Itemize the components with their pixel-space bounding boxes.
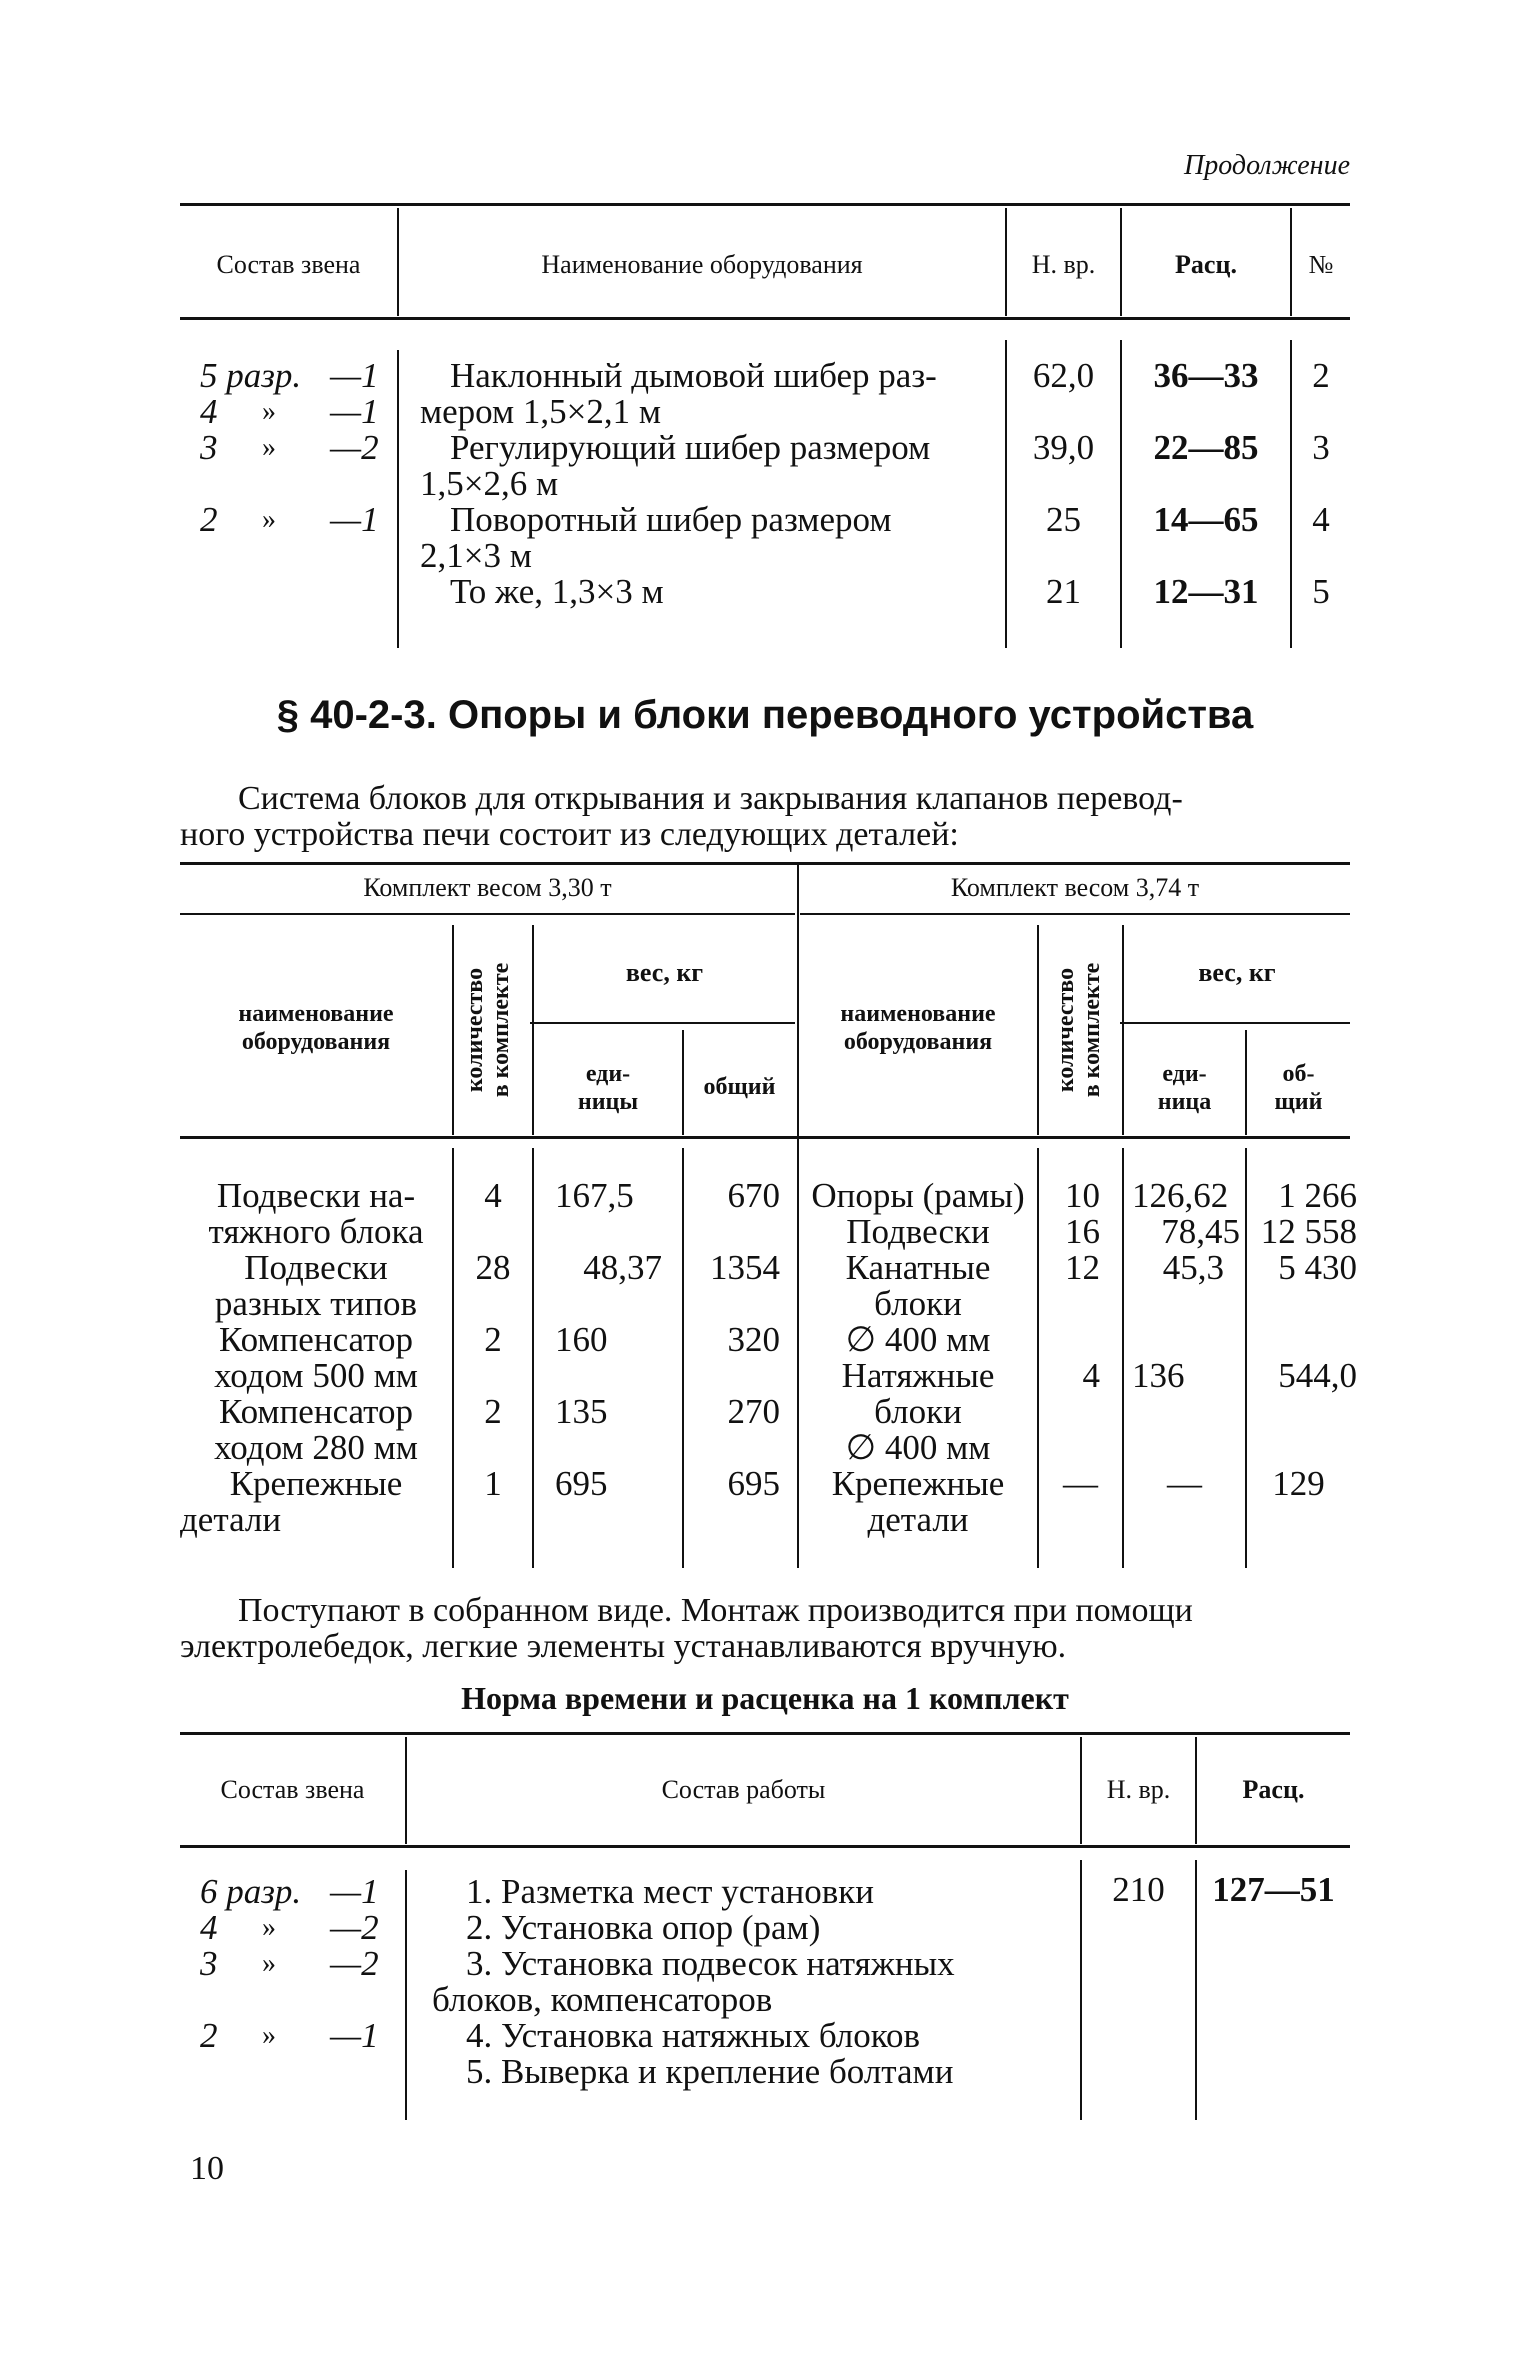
col-name-left: наименование оборудования	[238, 1001, 394, 1055]
price-value: 22—85	[1153, 428, 1259, 467]
crew-count: —2	[330, 1908, 379, 1947]
item-name: ходом 500 мм	[214, 1356, 418, 1395]
item-total-weight: 544,0	[1278, 1356, 1357, 1395]
crew-count: —1	[330, 500, 379, 539]
item-unit-weight: 78,45	[1161, 1212, 1240, 1251]
item-total-weight: 270	[727, 1392, 780, 1431]
equipment-name: То же, 1,3×3 м	[450, 572, 664, 611]
item-name: Опоры (рамы)	[811, 1176, 1025, 1215]
price-value: 127—51	[1212, 1870, 1335, 1909]
crew-grade: 4	[200, 1908, 218, 1947]
item-unit-weight: 45,3	[1162, 1248, 1224, 1287]
ditto-mark: »	[262, 396, 276, 427]
equipment-name: 2,1×3 м	[420, 536, 532, 575]
row-number: 5	[1312, 572, 1330, 611]
price-value: 36—33	[1153, 356, 1259, 395]
item-qty: 12	[1065, 1248, 1100, 1287]
item-name: блоки	[874, 1392, 962, 1431]
crew-grade: 2	[200, 500, 218, 539]
item-name: ∅ 400 мм	[845, 1320, 991, 1359]
item-name: Крепежные	[831, 1464, 1005, 1503]
col-unit-left: еди- ницы	[577, 1061, 639, 1115]
intro-text: Система блоков для открывания и закрывания клапанов перевод-	[238, 780, 1183, 817]
group-left: Комплект весом 3,30 т	[363, 873, 612, 902]
crew-count: —2	[330, 1944, 379, 1983]
intro-text: ного устройства печи состоит из следующих деталей:	[180, 816, 959, 853]
work-step: блоков, компенсаторов	[432, 1980, 773, 2019]
item-qty: 10	[1065, 1176, 1100, 1215]
norm-value: 210	[1112, 1870, 1165, 1909]
item-name: разных типов	[214, 1284, 418, 1323]
crew-count: —2	[330, 428, 379, 467]
equipment-name: Регулирующий шибер размером	[450, 428, 931, 467]
col-weight-left: вес, кг	[625, 958, 704, 987]
crew-count: —1	[330, 392, 379, 431]
header-equipment: Наименование оборудования	[541, 250, 863, 279]
item-qty: 1	[484, 1464, 502, 1503]
work-step: 3. Установка подвесок натяжных	[466, 1944, 955, 1983]
equipment-name: мером 1,5×2,1 м	[420, 392, 662, 431]
header-work: Состав работы	[661, 1775, 826, 1804]
work-step: 1. Разметка мест установки	[466, 1872, 874, 1911]
work-step: 4. Установка натяжных блоков	[466, 2016, 921, 2055]
crew-grade: 5 разр.	[200, 356, 302, 395]
item-qty: 2	[484, 1392, 502, 1431]
item-qty: 4	[1082, 1356, 1100, 1395]
norm-value: 39,0	[1032, 428, 1095, 467]
item-name: Подвески	[244, 1248, 388, 1287]
after-text: электролебедок, легкие элементы устанавливаются вручную.	[180, 1628, 1067, 1665]
ditto-mark: »	[262, 1948, 276, 1979]
crew-count: —1	[330, 2016, 379, 2055]
item-unit-weight: 48,37	[583, 1248, 662, 1287]
page-number: 10	[190, 2150, 224, 2187]
norm-value: 25	[1046, 500, 1081, 539]
item-unit-weight: 695	[555, 1464, 608, 1503]
col-weight-right: вес, кг	[1198, 958, 1276, 987]
col-total-right: об- щий	[1274, 1061, 1323, 1115]
row-number: 3	[1312, 428, 1330, 467]
item-name: Компенсатор	[218, 1320, 413, 1359]
item-qty: 16	[1065, 1212, 1100, 1251]
crew-count: —1	[330, 356, 379, 395]
item-qty: —	[1063, 1464, 1098, 1503]
equipment-name: Поворотный шибер размером	[450, 500, 892, 539]
header-number: №	[1308, 250, 1334, 279]
header-norm: Н. вр.	[1106, 1775, 1171, 1804]
item-total-weight: 695	[727, 1464, 780, 1503]
item-unit-weight: 136	[1132, 1356, 1185, 1395]
work-step: 5. Выверка и крепление болтами	[466, 2052, 954, 2091]
item-total-weight: 5 430	[1278, 1248, 1357, 1287]
header-crew: Состав звена	[220, 1775, 365, 1804]
item-name: Натяжные	[841, 1356, 995, 1395]
item-unit-weight: 135	[555, 1392, 608, 1431]
item-name: Подвески	[846, 1212, 990, 1251]
item-total-weight: 129	[1272, 1464, 1325, 1503]
item-name: тяжного блока	[208, 1212, 424, 1251]
ditto-mark: »	[262, 1912, 276, 1943]
equipment-name: Наклонный дымовой шибер раз-	[450, 356, 937, 395]
item-total-weight: 1 266	[1278, 1176, 1357, 1215]
running-head: Продолжение	[1184, 150, 1350, 181]
col-unit-right: еди- ница	[1157, 1061, 1212, 1115]
header-price: Расц.	[1242, 1775, 1305, 1804]
item-total-weight: 320	[727, 1320, 780, 1359]
item-total-weight: 12 558	[1260, 1212, 1357, 1251]
item-name: Подвески на-	[216, 1176, 416, 1215]
section-title: § 40-2-3. Опоры и блоки переводного устройства	[276, 693, 1254, 737]
item-name: детали	[180, 1500, 282, 1539]
norm-title: Норма времени и расценка на 1 комплект	[461, 1680, 1069, 1716]
crew-grade: 2	[200, 2016, 218, 2055]
price-value: 12—31	[1153, 572, 1259, 611]
crew-grade: 6 разр.	[200, 1872, 302, 1911]
ditto-mark: »	[262, 2020, 276, 2051]
col-qty-right: количество в комплекте	[1053, 962, 1105, 1098]
norm-value: 21	[1046, 572, 1081, 611]
work-step: 2. Установка опор (рам)	[466, 1908, 821, 1947]
item-unit-weight: —	[1167, 1464, 1202, 1503]
price-value: 14—65	[1153, 500, 1259, 539]
header-norm: Н. вр.	[1031, 250, 1096, 279]
item-name: Канатные	[845, 1248, 991, 1287]
ditto-mark: »	[262, 432, 276, 463]
item-qty: 28	[475, 1248, 511, 1287]
item-name: детали	[867, 1500, 969, 1539]
item-name: блоки	[874, 1284, 962, 1323]
item-name: ходом 280 мм	[214, 1428, 418, 1467]
ditto-mark: »	[262, 504, 276, 535]
col-qty-left: количество в комплекте	[462, 962, 514, 1098]
col-total-left: общий	[703, 1074, 776, 1100]
crew-grade: 3	[200, 428, 218, 467]
item-unit-weight: 126,62	[1132, 1176, 1229, 1215]
norm-value: 62,0	[1032, 356, 1095, 395]
crew-grade: 4	[200, 392, 218, 431]
item-total-weight: 1354	[710, 1248, 780, 1287]
row-number: 2	[1312, 356, 1330, 395]
item-qty: 2	[484, 1320, 502, 1359]
item-qty: 4	[484, 1176, 502, 1215]
header-price: Расц.	[1175, 250, 1237, 279]
crew-grade: 3	[200, 1944, 218, 1983]
item-unit-weight: 167,5	[555, 1176, 634, 1215]
col-name-right: наименование оборудования	[840, 1001, 996, 1055]
row-number: 4	[1312, 500, 1330, 539]
group-right: Комплект весом 3,74 т	[950, 873, 1200, 902]
equipment-name: 1,5×2,6 м	[420, 464, 559, 503]
item-name: ∅ 400 мм	[845, 1428, 991, 1467]
item-unit-weight: 160	[555, 1320, 608, 1359]
after-text: Поступают в собранном виде. Монтаж производится при помощи	[238, 1592, 1193, 1629]
item-total-weight: 670	[727, 1176, 780, 1215]
item-name: Компенсатор	[218, 1392, 413, 1431]
crew-count: —1	[330, 1872, 379, 1911]
header-crew: Состав звена	[216, 250, 361, 279]
item-name: Крепежные	[229, 1464, 403, 1503]
